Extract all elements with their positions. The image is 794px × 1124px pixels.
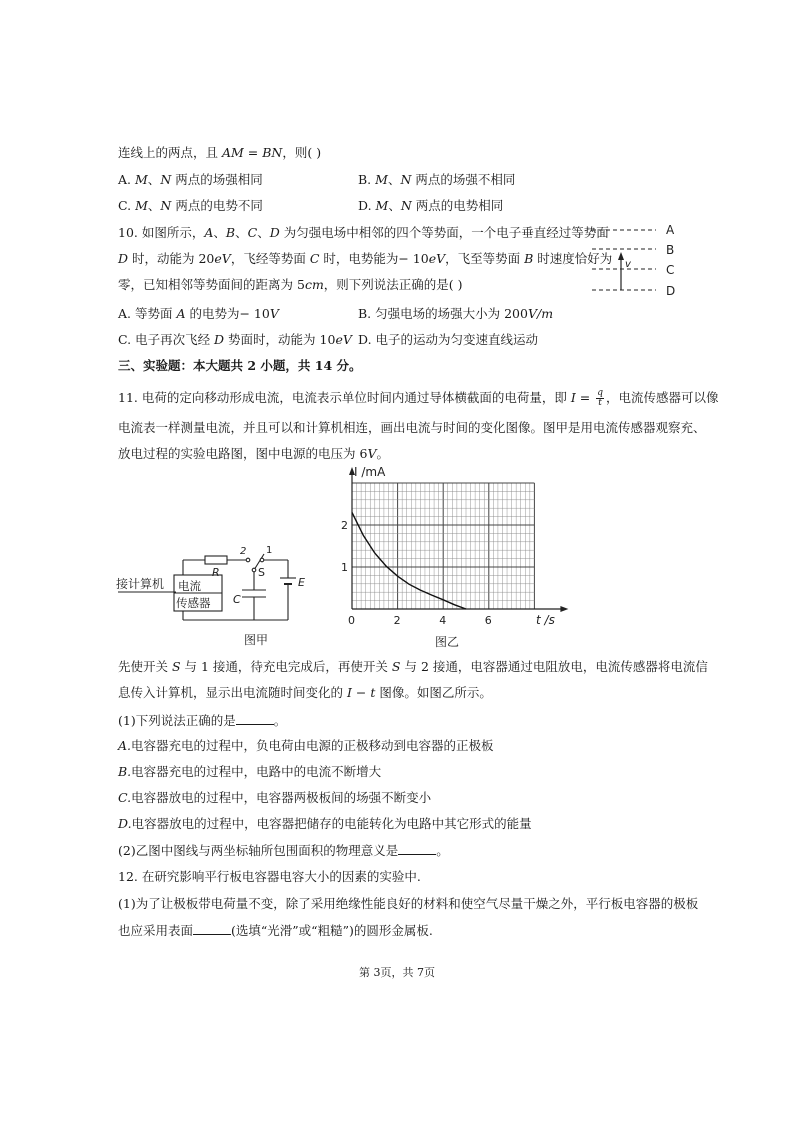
q11-sub2: (2)乙图中图线与两坐标轴所包围面积的物理意义是 。: [118, 843, 449, 858]
q12-stem-line1: 12. 在研究影响平行板电容器电容大小的因素的实验中.: [118, 869, 421, 884]
q10-stem-line1: 10. 如图所示，A、B、C、D 为匀强电场中相邻的四个等势面，一个电子垂直经过等势面: [118, 225, 609, 240]
equipotential-label-d: D: [666, 284, 676, 298]
x-axis-arrowhead: [560, 606, 568, 612]
graph-series: [352, 512, 466, 609]
q11-choice-b: B.电容器充电的过程中，电路中的电流不断增大: [118, 764, 382, 779]
q9-option-c: C. M、N 两点的电势不同: [118, 198, 263, 213]
x-tick-label: 6: [484, 614, 492, 627]
circuit-caption: 图甲: [244, 633, 269, 647]
q11-choice-d: D.电容器放电的过程中，电容器把储存的电能转化为电路中其它形式的能量: [118, 816, 532, 831]
x-tick-label: 0: [348, 614, 355, 627]
q10-option-d: D. 电子的运动为匀变速直线运动: [358, 332, 539, 347]
q11-para-line1: 先使开关 S 与 1 接通，待充电完成后，再使开关 S 与 2 接通，电容器通过电阻放电，电流传感器将电流信: [118, 659, 708, 674]
q9-option-d: D. M、N 两点的电势相同: [358, 198, 504, 213]
q11-sub1: (1)下列说法正确的是 。: [118, 713, 287, 728]
q11-choice-c: C.电容器放电的过程中，电容器两极板间的场强不断变小: [118, 790, 432, 805]
q12-stem-line3: 也应采用表面 (选填“光滑”或“粗糙”)的圆形金属板.: [118, 923, 433, 938]
q9-stem-tail: 连线上的两点，且 AM = BN，则( ): [118, 145, 322, 160]
discharge-curve: [352, 512, 466, 609]
graph-x-label: t /s: [536, 613, 555, 627]
x-tick-label: 4: [439, 614, 447, 627]
resistor: [205, 556, 227, 564]
q11-stem-line1: 11. 电荷的定向移动形成电流，电流表示单位时间内通过导体横截面的电荷量，即 I = $\frac{q}{t}$ ，电流传感器可以像: [118, 388, 719, 408]
q10-option-a: A. 等势面 A 的电势为− 10V: [118, 306, 279, 321]
resistor-label: R: [212, 566, 220, 579]
q9-option-a: A. M、N 两点的场强相同: [118, 172, 263, 187]
capacitor-label: C: [233, 593, 241, 606]
answer-blank-1[interactable]: [236, 712, 274, 725]
graph-grid: [352, 483, 534, 609]
equipotential-label-b: B: [666, 243, 675, 257]
q9-option-b: B. M、N 两点的场强不相同: [358, 172, 516, 187]
q10-stem-line3: 零，已知相邻等势面间的距离为 5cm，则下列说法正确的是( ): [118, 277, 463, 292]
q11-choice-a: A.电容器充电的过程中，负电荷由电源的正极移动到电容器的正极板: [118, 738, 494, 753]
charge-over-time-fraction: $\frac{q}{t}$: [597, 388, 603, 408]
velocity-arrowhead: [618, 252, 624, 260]
computer-label: 接计算机: [116, 577, 165, 591]
equipotential-figure: [584, 222, 684, 302]
battery-label: E: [298, 576, 305, 589]
answer-blank-2[interactable]: [398, 842, 436, 855]
circuit-diagram: [112, 540, 312, 650]
q10-stem-line2: D 时，动能为 20eV，飞经等势面 C 时，电势能为− 10eV，飞至等势面 B 时速度恰好为: [118, 251, 613, 266]
section-heading: 三、实验题：本大题共 2 小题，共 14 分。: [118, 358, 362, 373]
q10-option-c: C. 电子再次飞经 D 势面时，动能为 10eV: [118, 332, 352, 347]
q12-stem-line2: (1)为了让极板带电荷量不变，除了采用绝缘性能良好的材料和使空气尽量干燥之外，平行板电容器的极板: [118, 896, 699, 911]
q11-stem-line3: 放电过程的实验电路图，图中电源的电压为 6V。: [118, 446, 389, 461]
y-tick-label: 1: [341, 561, 348, 574]
q11-para-line2: 息传入计算机，显示出电流随时间变化的 I − t 图像。如图乙所示。: [118, 685, 492, 700]
sensor-label-top: 电流: [178, 579, 201, 593]
equipotential-label-c: C: [666, 263, 675, 277]
switch-position-1: 1: [266, 545, 273, 556]
q10-option-b: B. 匀强电场的场强大小为 200V/m: [358, 306, 554, 321]
switch-position-2: 2: [240, 546, 247, 557]
graph-caption: 图乙: [435, 635, 460, 649]
q11-stem-line2: 电流表一样测量电流，并且可以和计算机相连，画出电流与时间的变化图像。图甲是用电流传感器观察充、: [118, 420, 706, 435]
x-tick-label: 2: [393, 614, 401, 627]
graph-y-label: I /mA: [354, 465, 386, 479]
sensor-label-bottom: 传感器: [176, 596, 211, 610]
switch-label: S: [258, 566, 265, 579]
answer-blank-3[interactable]: [193, 922, 231, 935]
page-footer: 第 3页，共 7页: [359, 966, 435, 979]
velocity-label: v: [625, 259, 631, 270]
graph-axes: [349, 467, 568, 612]
equipotential-label-a: A: [666, 223, 675, 237]
current-time-graph: [330, 462, 570, 652]
y-tick-label: 2: [341, 519, 348, 532]
